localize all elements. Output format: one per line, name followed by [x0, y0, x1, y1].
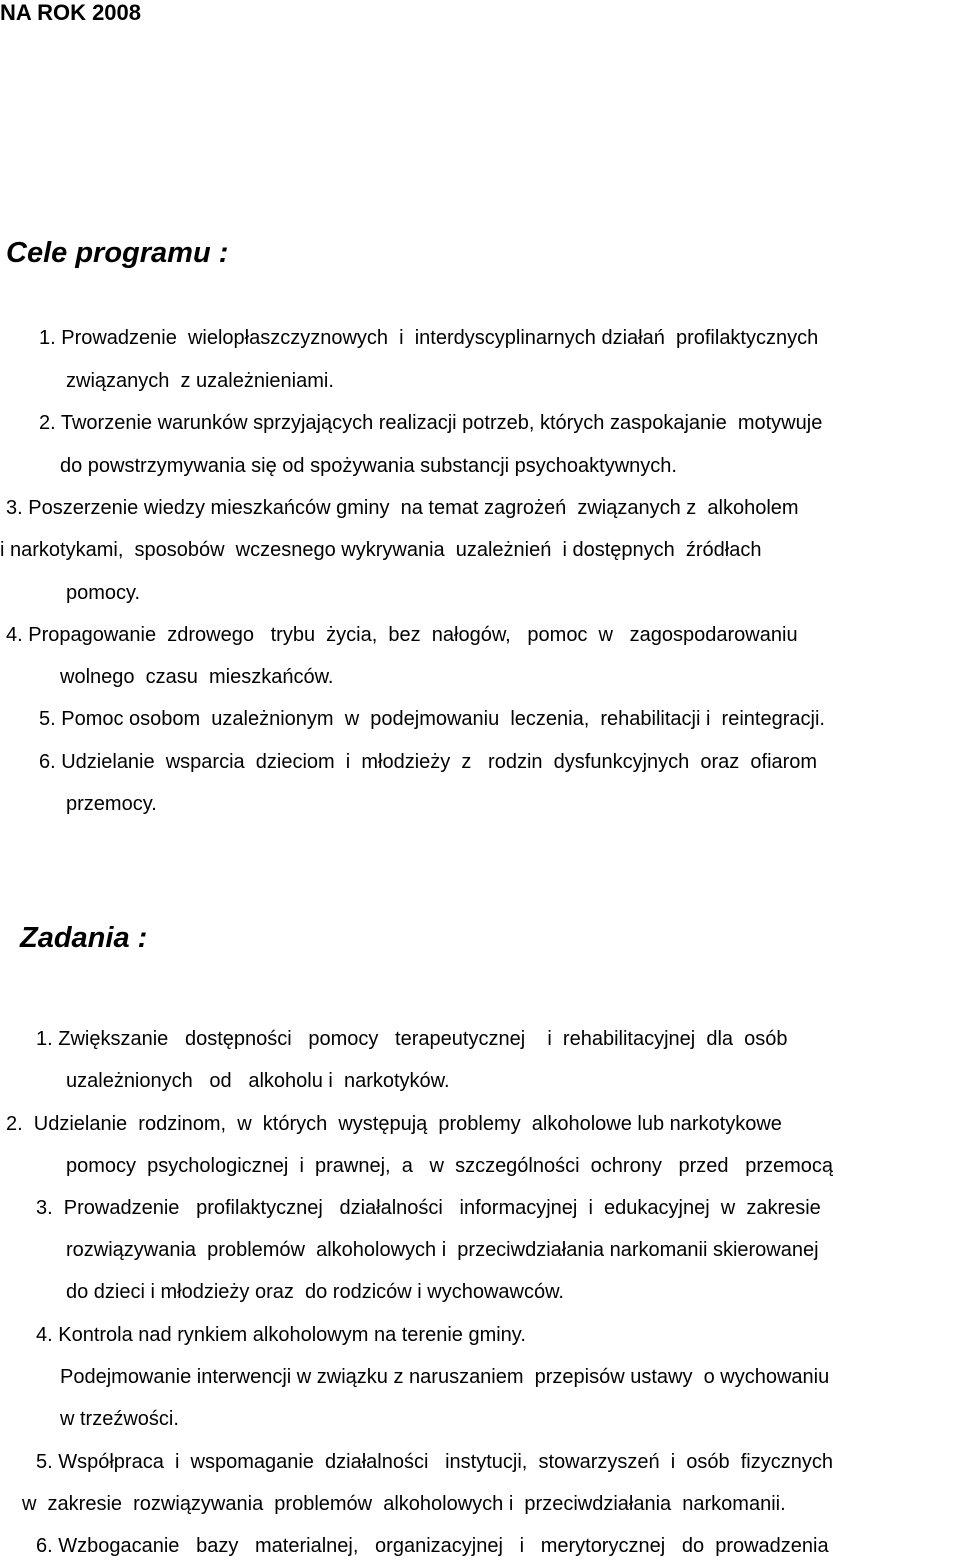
- task-item-1-cont: uzależnionych od alkoholu i narkotyków.: [66, 1070, 450, 1092]
- goal-item-1-cont: związanych z uzależnieniami.: [66, 370, 334, 392]
- goal-item-3: 3. Poszerzenie wiedzy mieszkańców gminy na temat zagrożeń związanych z alkoholem: [6, 497, 799, 519]
- goal-item-2: 2. Tworzenie warunków sprzyjających realizacji potrzeb, których zaspokajanie motywuje: [39, 412, 823, 434]
- goal-item-6-cont: przemocy.: [66, 793, 157, 815]
- goal-item-3-cont: pomocy.: [66, 582, 141, 604]
- goal-item-4: 4. Propagowanie zdrowego trybu życia, bez nałogów, pomoc w zagospodarowaniu: [6, 624, 798, 646]
- task-item-4-cont: w trzeźwości.: [60, 1408, 179, 1430]
- goals-heading: Cele programu :: [6, 237, 229, 269]
- task-item-4-cont: Podejmowanie interwencji w związku z naruszaniem przepisów ustawy o wychowaniu: [60, 1366, 830, 1388]
- task-item-3-cont: rozwiązywania problemów alkoholowych i przeciwdziałania narkomanii skierowanej: [66, 1239, 819, 1261]
- task-item-4: 4. Kontrola nad rynkiem alkoholowym na terenie gminy.: [36, 1324, 526, 1346]
- task-item-2: 2. Udzielanie rodzinom, w których występują problemy alkoholowe lub narkotykowe: [6, 1113, 782, 1135]
- task-item-5: 5. Współpraca i wspomaganie działalności instytucji, stowarzyszeń i osób fizycznych: [36, 1451, 833, 1473]
- goal-item-1: 1. Prowadzenie wielopłaszczyznowych i interdyscyplinarnych działań profilaktycznych: [39, 327, 819, 349]
- task-item-2-cont: pomocy psychologicznej i prawnej, a w szczególności ochrony przed przemocą: [66, 1155, 834, 1177]
- goal-item-3-cont: i narkotykami, sposobów wczesnego wykrywania uzależnień i dostępnych źródłach: [0, 539, 762, 561]
- task-item-6: 6. Wzbogacanie bazy materialnej, organizacyjnej i merytorycznej do prowadzenia: [36, 1535, 829, 1557]
- goal-item-6: 6. Udzielanie wsparcia dzieciom i młodzieży z rodzin dysfunkcyjnych oraz ofiarom: [39, 751, 818, 773]
- task-item-3: 3. Prowadzenie profilaktycznej działalności informacyjnej i edukacyjnej w zakresie: [36, 1197, 821, 1219]
- document-title: NA ROK 2008: [0, 0, 142, 25]
- goal-item-4-cont: wolnego czasu mieszkańców.: [60, 666, 334, 688]
- tasks-heading: Zadania :: [20, 922, 148, 954]
- task-item-1: 1. Zwiększanie dostępności pomocy terapeutycznej i rehabilitacyjnej dla osób: [36, 1028, 788, 1050]
- goal-item-5: 5. Pomoc osobom uzależnionym w podejmowaniu leczenia, rehabilitacji i reintegracji.: [39, 708, 825, 730]
- task-item-3-cont: do dzieci i młodzieży oraz do rodziców i wychowawców.: [66, 1281, 564, 1303]
- task-item-5-cont: w zakresie rozwiązywania problemów alkoholowych i przeciwdziałania narkomanii.: [22, 1493, 786, 1515]
- goal-item-2-cont: do powstrzymywania się od spożywania substancji psychoaktywnych.: [60, 455, 677, 477]
